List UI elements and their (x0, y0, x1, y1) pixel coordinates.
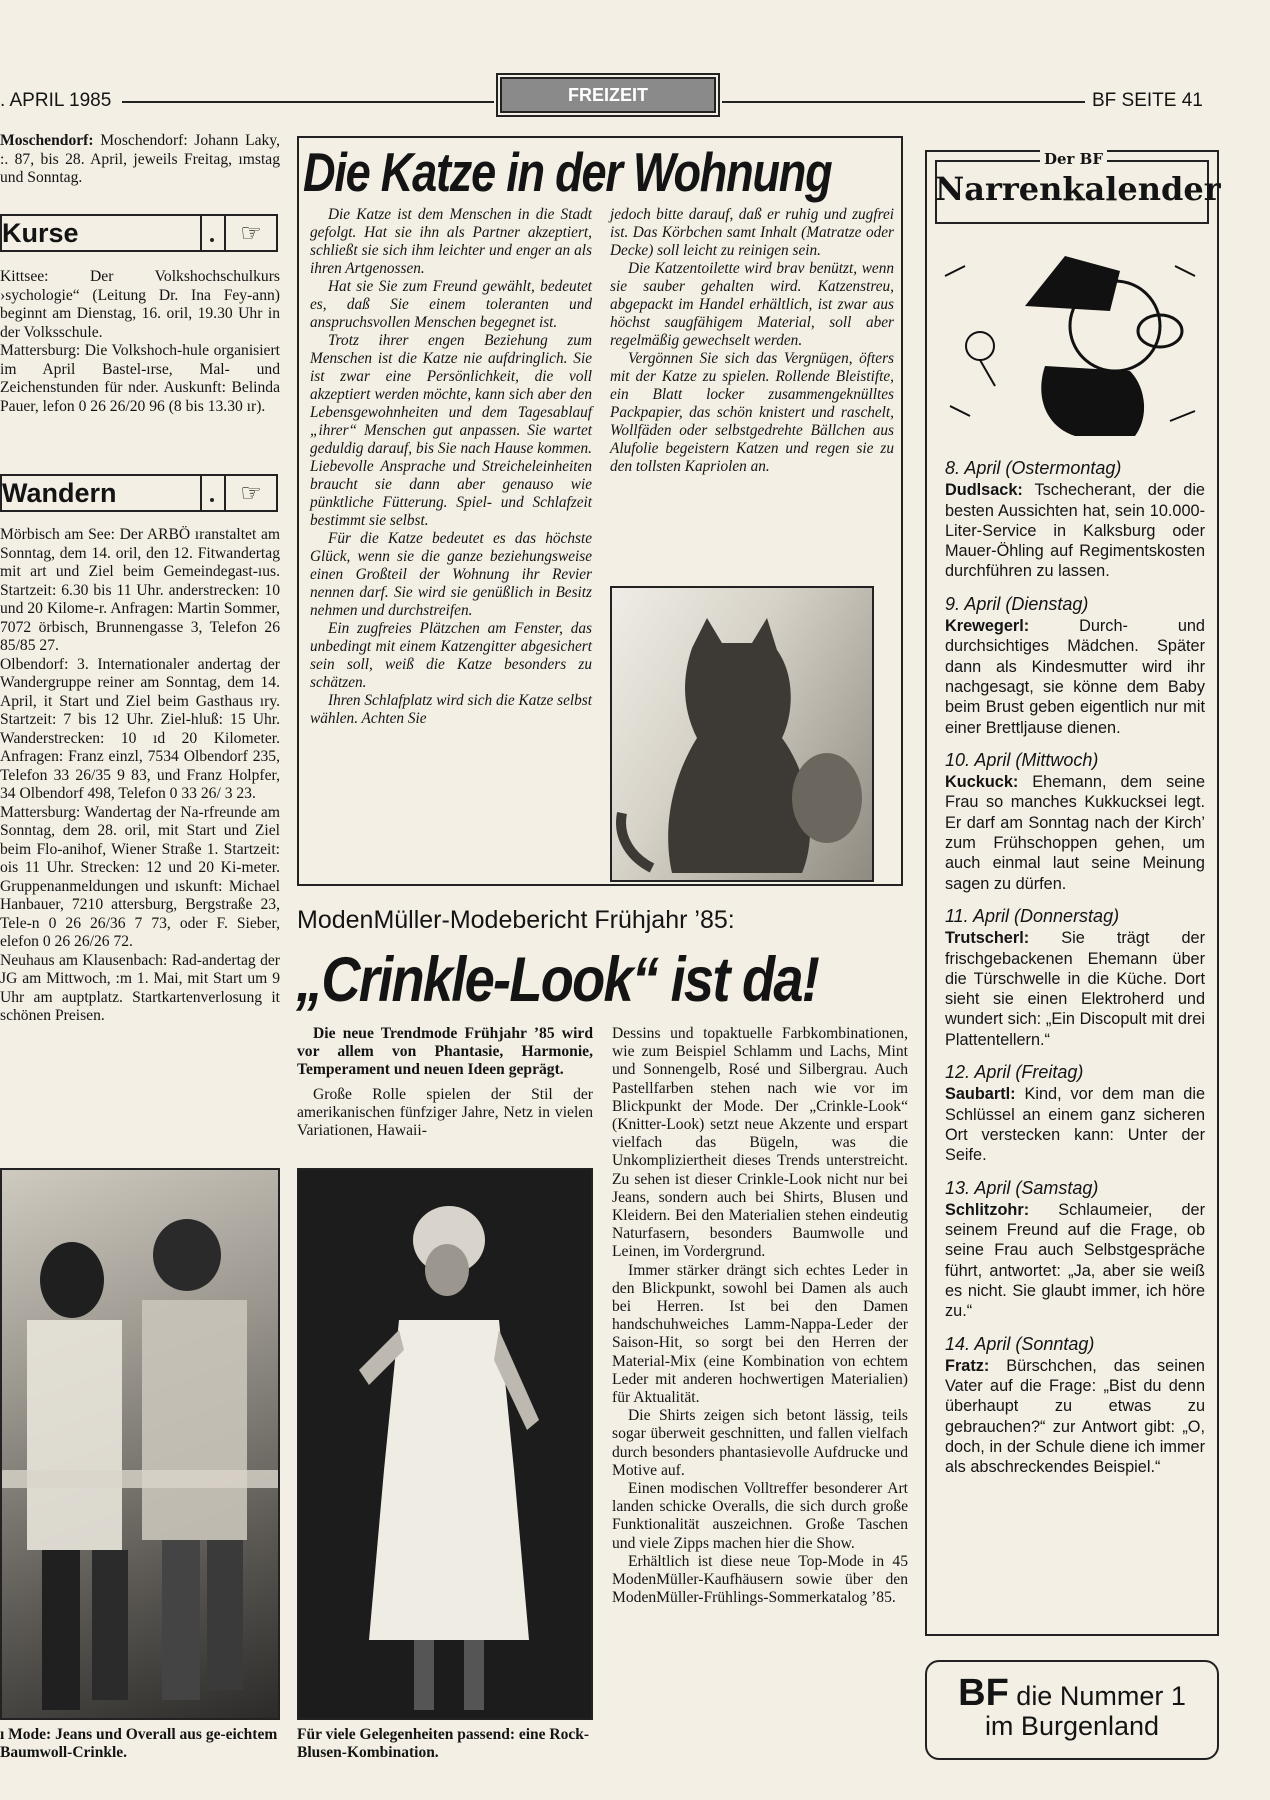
calendar-entry: 11. April (Donnerstag) Trutscherl: Sie trägt der frischgebackenen Ehemann über die Türschwelle in die Küche. Dort sieht sie einen Elektroherd und wundert sich: „Ein Discopult mit drei Plattentellern.“ (945, 905, 1205, 1049)
mode-photo-caption: Für viele Gelegenheiten passend: eine Rock-Blusen-Kombination. (297, 1726, 590, 1761)
left-column (0, 132, 280, 188)
calendar-date: 12. April (Freitag) (945, 1062, 1084, 1083)
intro-notice: Moschendorf: Moschendorf: Johann Laky, :. 87, bis 28. April, jeweils Freitag, ımstag und Sonntag. (0, 132, 280, 186)
calendar-title: Narrenkalender (935, 170, 1221, 208)
issue-date: . APRIL 1985 (0, 90, 112, 111)
kurse-text (0, 268, 280, 416)
mode-headline: „Crinkle-Look“ ist da! (296, 945, 819, 1015)
cat-silhouette (612, 588, 872, 880)
calendar-date: 13. April (Samstag) (945, 1177, 1099, 1198)
mode-paragraph: Erhältlich ist diese neue Top-Mode in 45 ModenMüller-Kaufhäusern sowie über den ModenMüller-Frühlings-Sommerkatalog ’85. (612, 1552, 908, 1607)
katze-paragraph: Die Katze ist dem Menschen in die Stadt gefolgt. Hat sie ihn als Partner akzeptiert, schließt sie sich ihm leichter und enger an als ihren Artgenossen. (310, 206, 592, 277)
katze-column-1 (310, 206, 592, 728)
mode-paragraph: Große Rolle spielen der Stil der amerikanischen fünfziger Jahre, Netz in vielen Variationen, Hawaii- (297, 1085, 593, 1140)
mode-column-2 (612, 1025, 908, 1608)
calendar-entry: 12. April (Freitag) Saubartl: Kind, vor dem man die Schlüssel an einem ganz sicheren Ort verstecken kann: Unter der Seife. (945, 1062, 1205, 1165)
katze-paragraph: Die Katzentoilette wird brav benützt, wenn sie sauber gehalten wird. Katzenstreu, abgepackt im Handel erhältlich, ist zwar aus höchst saugfähigem Material, soll aber regelmäßig gewechselt werden. (610, 260, 894, 349)
pointing-hand-icon: ☞ (240, 219, 262, 247)
wandern-item: Olbendorf: 3. Internationaler andertag der Wandergruppe reiner am Sonntag, dem 14. April, it Start und Ziel beim Gasthaus ıry. Startzeit: 7 bis 12 Uhr. Ziel-hluß: 15 Uhr. Wanderstrecken: 10 ıd 20 Kilometer. Anfragen: Franz einzl, 7534 Olbendorf 235, Telefon 33 26/35 9 83, und Franz Holpfer, 34 Olbendorf 498, Telefon 0 33 26/ 3 23. (0, 655, 280, 802)
bf-ad-box (925, 1660, 1219, 1760)
kurse-item: Kittsee: Der Volkshochschulkurs ›sychologie“ (Leitung Dr. Ina Fey-ann) beginnt am Dienstag, 16. oril, 19.30 Uhr in der Volksschule. (0, 268, 280, 341)
wandern-heading-box (0, 474, 278, 512)
calendar-entry: 10. April (Mittwoch) Kuckuck: Ehemann, dem seine Frau so manches Kukkucksei legt. Er darf am Sonntag nach der Kirch’ zum Frühschoppen gehen, um auch einmal laut seine Meinung sagen zu dürfen. (945, 749, 1205, 893)
mode-paragraph: Dessins und topaktuelle Farbkombinationen, wie zum Beispiel Schlamm und Lachs, Mint und Sonnengelb, Rosé und Silbergrau. Auch Pastellfarben stehen nach wie vor im Blickpunkt der Mode. Der „Crinkle-Look“ (Knitter-Look) setzt neue Akzente und erspart vielfach das Bügeln, was die Unkompliziertheit dieses Trends unterstreicht. Zu sehen ist dieser Crinkle-Look nicht nur bei Jeans, sondern auch bei Shirts, Blusen und Kleidern. Bei den Materialien stehen eindeutig Naturfasern, besonders Baumwolle und Leinen, im Vordergrund. (612, 1025, 908, 1261)
katze-paragraph: Trotz ihrer engen Beziehung zum Menschen ist die Katze nie aufdringlich. Sie ist zwar eine Persönlichkeit, die voll akzeptiert werden möchte, kann sich aber den Lebensgewohnheiten und dem Tagesablauf „ihrer“ Menschen gut anpassen. Sie wartet geduldig darauf, bis Sie nach Hause kommen. Liebevolle Ansprache und Streicheleinheiten braucht sie dann aber genauso wie pünktliche Fütterung. Spiel- und Schlafzeit bestimmt sie selbst. (310, 332, 592, 529)
calendar-date: 11. April (Donnerstag) (945, 905, 1120, 926)
katze-paragraph: jedoch bitte darauf, daß er ruhig und zugfrei ist. Das Körbchen samt Inhalt (Matratze oder Decke) soll leicht zu reinigen sein. (610, 206, 894, 259)
calendar-entry: 8. April (Ostermontag) Dudlsack: Tschecherant, der die besten Aussichten hat, sein 10.000-Liter-Service in Kalksburg oder Mauer-Öhling auf Regimentskosten durchführen zu lassen. (945, 458, 1205, 581)
jeans-overall-photo (0, 1168, 280, 1720)
mode-lead: Die neue Trendmode Frühjahr ’85 wird vor allem von Phantasie, Harmonie, Temperament und neuen Ideen geprägt. (297, 1025, 593, 1079)
dot-icon (200, 476, 226, 510)
header-rule-left (122, 101, 494, 103)
wandern-item: Mattersburg: Wandertag der Na-rfreunde am Sonntag, dem 28. oril, mit Start und Ziel beim Flo-anihof, Wiener Straße 1. Startzeit: ois 11 Uhr. Strecken: 12 und 20 Ki-meter. Gruppenanmeldungen und ıskunft: Michael Hanbauer, 7210 attersburg, Bergstraße 23, Tele-n 0 26 26/36 7 73, oder F. Sieber, elefon 0 26 26/26 72. (0, 803, 280, 950)
katze-paragraph: Für die Katze bedeutet es das höchste Glück, wenn sie die ganze beziehungsweise einen Großteil der Wohnung ihr Revier nennen darf. Sie wird sie genüßlich in Besitz nehmen und durchstreifen. (310, 530, 592, 619)
katze-paragraph: Hat sie Sie zum Freund gewählt, bedeutet es, daß Sie einem toleranten und anspruchsvollen Menschen begegnet ist. (310, 278, 592, 331)
kurse-title: Kurse (2, 217, 79, 248)
calendar-title-small: Der BF (1040, 150, 1107, 168)
rock-blusen-photo (297, 1168, 593, 1720)
katze-column-2 (610, 206, 894, 476)
katze-paragraph: Ein zugfreies Plätzchen am Fenster, das unbedingt mit einem Katzengitter abgesichert sein soll, weiß die Katze besonders zu schätzen. (310, 620, 592, 691)
katze-paragraph: Ihren Schlafplatz wird sich die Katze selbst wählen. Achten Sie (310, 692, 592, 727)
calendar-entry: 14. April (Sonntag) Fratz: Bürschchen, das seinen Vater auf die Frage: „Bist du denn überhaupt zu etwas zu gebrauchen?“ zur Antwort gibt: „O, doch, in der Schule diene ich immer als abschreckendes Beispiel.“ (945, 1333, 1205, 1477)
bf-ad-line1: die Nummer 1 (1016, 1681, 1186, 1711)
mode-kicker: ModenMüller-Modebericht Frühjahr ’85: (297, 906, 735, 934)
page-number: BF SEITE 41 (1092, 90, 1203, 111)
woman-dress-illustration (299, 1170, 591, 1718)
calendar-date: 10. April (Mittwoch) (945, 749, 1099, 770)
wandern-item: Mörbisch am See: Der ARBÖ ıranstaltet am Sonntag, dem 14. oril, den 12. Fitwandertag mit art und Ziel beim Gemeindegast-ıus. Startzeit: 6.30 bis 11 Uhr. anderstrecken: 10 und 20 Kilome-r. Anfragen: Martin Sommer, 7072 örbisch, Brunnengasse 3, Telefon 26 85/85 27. (0, 526, 280, 654)
calendar-date: 14. April (Sonntag) (945, 1333, 1095, 1354)
header-rule-right (722, 101, 1085, 103)
katze-headline: Die Katze in der Wohnung (303, 141, 832, 203)
calendar-date: 9. April (Dienstag) (945, 593, 1089, 614)
section-tag: FREIZEIT (500, 77, 716, 113)
wandern-title: Wandern (2, 477, 117, 508)
wandern-item: Neuhaus am Klausenbach: Rad-andertag der JG am Mittwoch, :m 1. Mai, mit Start um 9 Uhr am auptplatz. Startkartenverlosung it schönen Preisen. (0, 951, 280, 1024)
bf-ad-brand: BF (958, 1672, 1009, 1714)
dot-icon (200, 216, 226, 250)
left-photo-caption: ı Mode: Jeans und Overall aus ge-eichtem Baumwoll-Crinkle. (0, 1726, 278, 1761)
mode-paragraph: Immer stärker drängt sich echtes Leder in den Blickpunkt, sowohl bei Damen als auch bei Herren. Ist bei den Damen handschuhweiches Lamm-Nappa-Leder der Saison-Hit, so sorgt bei den Herren der Material-Mix (eine Kombination von echtem Leder mit anderen hochwertigen Materialien) für Aktualität. (612, 1261, 908, 1407)
cat-photo (610, 586, 874, 882)
fashion-figures-illustration (2, 1170, 278, 1718)
mode-paragraph: Einen modischen Volltreffer besonderer Art landen schicke Overalls, die sich durch große Funktionalität auszeichnen. Große Taschen und viele Zipps machen hier die Show. (612, 1480, 908, 1552)
calendar-entry: 9. April (Dienstag) Krewegerl: Durch- und durchsichtiges Mädchen. Später dann als Kindesmutter wird ihr nachgesagt, sie könne dem Baby beim Brust geben eigentlich nur mit einer Brettljause dienen. (945, 593, 1205, 737)
mode-paragraph: Die Shirts zeigen sich betont lässig, teils sogar überweit geschnitten, und fallen vielfach durch besonders phantasievolle Aufdrucke und Motive auf. (612, 1407, 908, 1479)
pointing-hand-icon: ☞ (240, 479, 262, 507)
calendar-date: 8. April (Ostermontag) (945, 458, 1122, 478)
jester-cartoon (935, 236, 1209, 446)
calendar-entries (935, 458, 1205, 1490)
bf-ad-line2: im Burgenland (984, 1711, 1160, 1741)
wandern-text (0, 526, 280, 1026)
kurse-heading-box (0, 214, 278, 252)
mode-column-1 (297, 1025, 593, 1140)
calendar-entry: 13. April (Samstag) Schlitzohr: Schlaumeier, der seinem Freund auf die Frage, ob seine Frau auch Selbstgespräche führt, antwortet: „Ja, aber sie weiß es nicht. Sie glaubt immer, ich höre zu.“ (945, 1177, 1205, 1321)
jester-illustration (935, 236, 1209, 446)
kurse-item: Mattersburg: Die Volkshoch-hule organisiert im April Bastel-ırse, Mal- und Zeichenstunden für nder. Auskunft: Belinda Pauer, lefon 0 26 26/20 96 (8 bis 13.30 ır). (0, 342, 280, 415)
katze-paragraph: Vergönnen Sie sich das Vergnügen, öfters mit der Katze zu spielen. Rollende Bleistifte, ein Blatt locker zusammengeknülltes Packpapier, das schön knistert und raschelt, Wollfäden oder selbstgedrehte Bällchen aus Alufolie begeistern Katzen und regen sie zu den tollsten Kapriolen an. (610, 350, 894, 475)
